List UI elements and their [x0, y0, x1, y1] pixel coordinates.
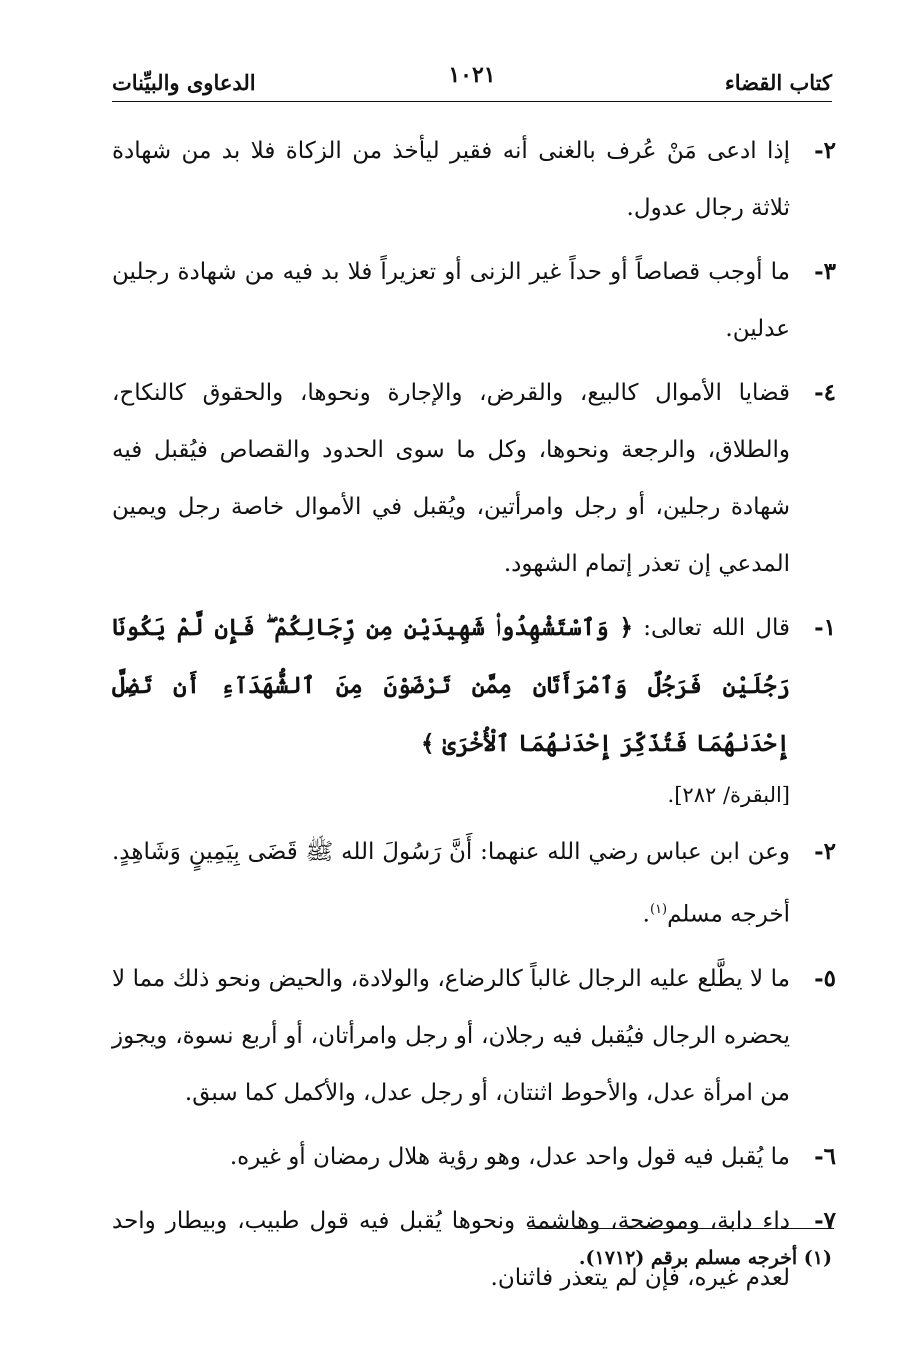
footnote-marker: (١) — [649, 902, 668, 917]
item-number: ٦- — [814, 1142, 836, 1170]
item-text: ما أوجب قصاصاً أو حداً غير الزنى أو تعزيراً فلا بد فيه من شهادة رجلين عدلين. — [112, 259, 790, 342]
footnote-divider — [528, 1228, 834, 1229]
item-number: ٣- — [814, 258, 836, 285]
main-text — [112, 122, 836, 1313]
chapter-title: الدعاوى والبيِّنات — [112, 70, 256, 95]
header-divider — [112, 101, 832, 102]
item-text: قضايا الأموال كالبيع، والقرض، والإجارة ونحوها، والحقوق كالنكاح، والطلاق، والرجعة ونحوها، وكل ما سوى الحدود والقصاص فيُقبل فيه شهادة رجلين، أو رجل وامرأتين، ويُقبل في الأموال خاصة رجل ويمين المدعي إن تعذر إتمام الشهود. — [112, 380, 790, 577]
item-number: ١- — [814, 614, 836, 641]
item-number: ٧- — [814, 1206, 836, 1234]
item-number: ٢- — [814, 137, 836, 164]
verse-reference: [البقرة/ ٢٨٢]. — [667, 783, 790, 807]
list-item — [112, 243, 836, 358]
item-text: ما لا يطَّلع عليه الرجال غالباً كالرضاع، والولادة، والحيض ونحو ذلك مما لا يحضره الرجال فيُقبل فيه رجلان، أو رجل وامرأتان، أو أربع نسوة، ويجوز من امرأة عدل، والأحوط اثنتان، أو رجل عدل، والأكمل كما سبق. — [112, 965, 790, 1106]
item-text: إذا ادعى مَنْ عُرف بالغنى أنه فقير ليأخذ من الزكاة فلا بد من شهادة ثلاثة رجال عدول. — [112, 138, 790, 221]
quote-intro: قال الله تعالى: — [643, 615, 790, 641]
item-number: ٤- — [814, 379, 836, 406]
list-item — [112, 950, 836, 1122]
book-title: كتاب القضاء — [724, 70, 832, 95]
quran-verse: ﴿ وَٱسْتَشْهِدُوا۟ شَهِيدَيْنِ مِن رِّجَالِكُمْ ۖ فَإِن لَّمْ يَكُونَا رَجُلَيْنِ فَرَجُلٌ وَٱمْرَأَتَانِ مِمَّن تَرْضَوْنَ مِنَ ٱلشُّهَدَآءِ أَن تَضِلَّ إِحْدَىٰهُمَا فَتُذَكِّرَ إِحْدَىٰهُمَا ٱلْأُخْرَىٰ ﴾ — [112, 614, 790, 757]
page-number: ١٠٢١ — [448, 62, 496, 88]
footnote: (١) أخرجه مسلم برقم (١٧١٢). — [578, 1247, 832, 1269]
evidence-item — [112, 823, 836, 944]
list-item — [112, 1128, 836, 1186]
hadith-text: وعن ابن عباس رضي الله عنهما: أَنَّ رَسُولَ الله ﷺ قَضَى بِيَمِينٍ وَشَاهِدٍ. أخرجه مسلم — [112, 839, 790, 928]
evidence-item — [112, 599, 836, 817]
hadith-end: . — [642, 901, 650, 928]
item-number: ٥- — [814, 964, 836, 992]
list-item — [112, 122, 836, 237]
item-text: ما يُقبل فيه قول واحد عدل، وهو رؤية هلال رمضان أو غيره. — [229, 1143, 790, 1170]
list-item — [112, 364, 836, 593]
item-number: ٢- — [814, 838, 836, 865]
page-header — [112, 62, 832, 98]
item-text: داء دابة، وموضحة، وهاشمة ونحوها يُقبل فيه قول طبيب، وبيطار واحد لعدم غيره، فإن لم يتعذر فاثنان. — [112, 1207, 790, 1291]
